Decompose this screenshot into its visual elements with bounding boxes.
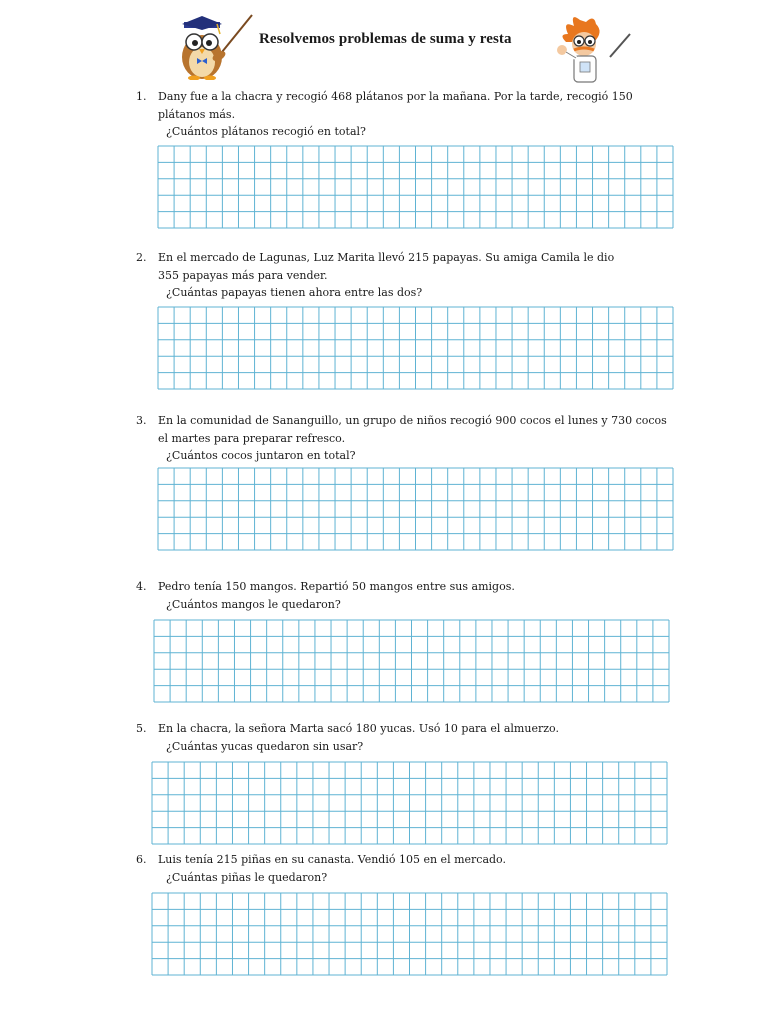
problem-text: Pedro tenía 150 mangos. Repartió 50 mangos entre sus amigos. bbox=[158, 580, 515, 593]
answer-grid-2[interactable] bbox=[157, 306, 674, 390]
problem-question: ¿Cuántas yucas quedaron sin usar? bbox=[166, 740, 364, 753]
problem-question: ¿Cuántas piñas le quedaron? bbox=[166, 871, 328, 884]
problem-number: 2. bbox=[136, 251, 147, 264]
problem-text: En la comunidad de Sananguillo, un grupo de niños recogió 900 cocos el lunes y 730 cocos el martes para preparar refresco. bbox=[158, 414, 667, 445]
answer-grid-6[interactable] bbox=[151, 892, 668, 976]
answer-grid-3[interactable] bbox=[157, 467, 674, 551]
problem-question: ¿Cuántos plátanos recogió en total? bbox=[166, 125, 366, 138]
page-title: Resolvemos problemas de suma y resta bbox=[259, 31, 512, 47]
answer-grid-4[interactable] bbox=[153, 619, 670, 703]
problem-number: 4. bbox=[136, 580, 147, 593]
problem-text: En la chacra, la señora Marta sacó 180 yucas. Usó 10 para el almuerzo. bbox=[158, 722, 559, 735]
problem-number: 3. bbox=[136, 414, 147, 427]
problem-question: ¿Cuántos cocos juntaron en total? bbox=[166, 449, 356, 462]
owl-teacher-icon bbox=[172, 12, 254, 80]
problem-question: ¿Cuántas papayas tienen ahora entre las dos? bbox=[166, 286, 423, 299]
problem-number: 1. bbox=[136, 90, 147, 103]
answer-grid-5[interactable] bbox=[151, 761, 668, 845]
scientist-icon bbox=[550, 12, 634, 84]
problem-text: Dany fue a la chacra y recogió 468 plátanos por la mañana. Por la tarde, recogió 150 plátanos más. bbox=[158, 90, 633, 121]
problem-number: 5. bbox=[136, 722, 147, 735]
problem-text: En el mercado de Lagunas, Luz Marita llevó 215 papayas. Su amiga Camila le dio 355 papayas más para vender. bbox=[158, 251, 615, 282]
answer-grid-1[interactable] bbox=[157, 145, 674, 229]
problem-number: 6. bbox=[136, 853, 147, 866]
problem-text: Luis tenía 215 piñas en su canasta. Vendió 105 en el mercado. bbox=[158, 853, 506, 866]
problem-question: ¿Cuántos mangos le quedaron? bbox=[166, 598, 341, 611]
